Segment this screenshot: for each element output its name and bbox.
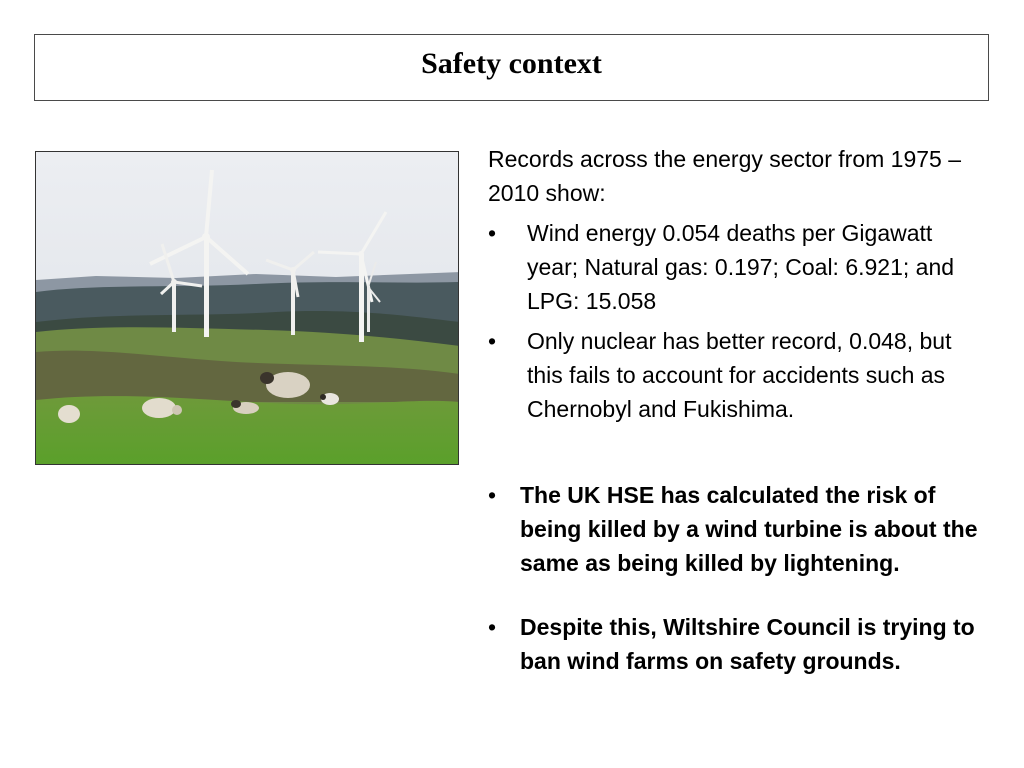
records-intro: Records across the energy sector from 1975 – 2010 show: [488, 146, 962, 206]
records-text [488, 142, 988, 432]
bullet-dot: • [488, 614, 497, 640]
records-bullets [488, 216, 988, 426]
bullet-text: Wind energy 0.054 deaths per Gigawatt year; Natural gas: 0.197; Coal: 6.921; and LPG: 15.058 [527, 220, 955, 314]
bullet-dot: • [488, 482, 497, 508]
key-point-item [488, 478, 988, 580]
title-box [34, 34, 989, 101]
wind-farm-illustration [36, 152, 459, 465]
key-point-text: The UK HSE has calculated the risk of being killed by a wind turbine is about the same as being killed by lightening. [520, 482, 978, 576]
bullet-item [488, 324, 988, 426]
bullet-item [488, 216, 988, 318]
bullet-dot: • [488, 220, 497, 246]
slide-title: Safety context [421, 47, 602, 80]
sheep-3 [58, 405, 80, 423]
wind-farm-photo [35, 151, 459, 465]
key-point-item [488, 610, 988, 678]
key-points [488, 478, 988, 708]
key-point-text: Despite this, Wiltshire Council is trying to ban wind farms on safety grounds. [520, 614, 975, 674]
bullet-dot: • [488, 328, 497, 354]
bullet-text: Only nuclear has better record, 0.048, but this fails to account for accidents such as Chernobyl and Fukishima. [527, 328, 952, 422]
